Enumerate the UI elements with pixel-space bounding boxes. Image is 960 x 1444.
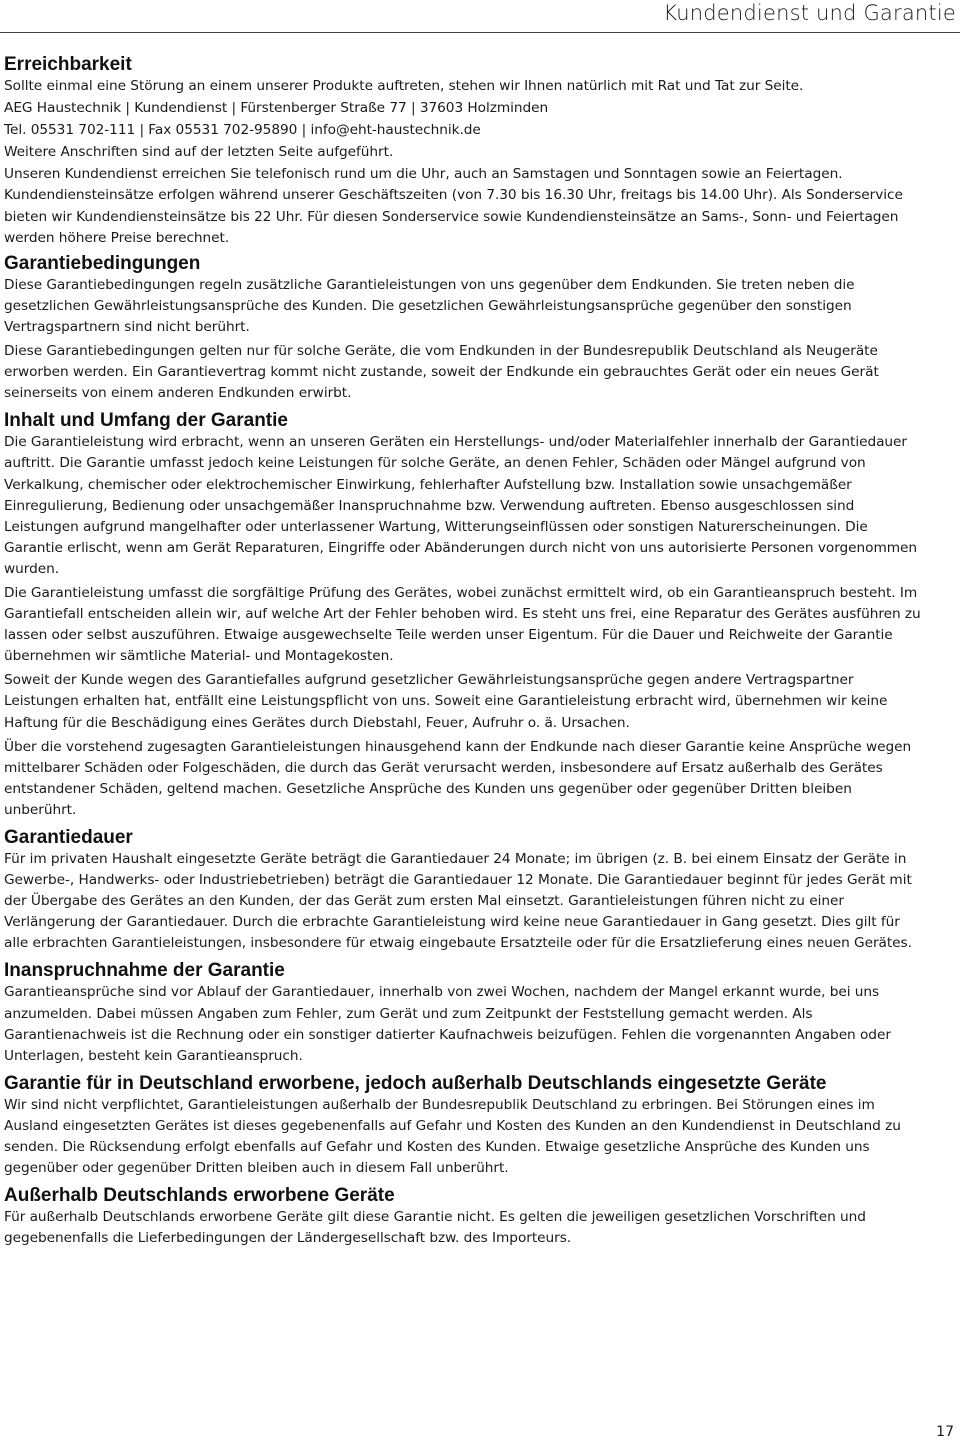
section-inanspruchnahme bbox=[4, 960, 924, 1066]
paragraph: Über die vorstehend zugesagten Garantieleistungen hinausgehend kann der Endkunde nach dieser Garantie keine Ansprüche wegen mittelbarer Schäden oder Folgeschäden, die durch das Gerät verursacht werden, insbesondere auf Ersatz außerhalb des Gerätes entstandener Schäden, geltend machen. Gesetzliche Ansprüche des Kunden uns gegenüber oder gegenüber Dritten bleiben unberührt. bbox=[4, 738, 912, 818]
header-divider bbox=[0, 32, 960, 33]
section-heading: Inhalt und Umfang der Garantie bbox=[4, 410, 288, 432]
section-heading: Außerhalb Deutschlands erworbene Geräte bbox=[4, 1185, 395, 1207]
section-heading: Garantie für in Deutschland erworbene, jedoch außerhalb Deutschlands eingesetzte Geräte bbox=[4, 1072, 827, 1094]
section-heading: Inanspruchnahme der Garantie bbox=[4, 960, 285, 982]
paragraph: Weitere Anschriften sind auf der letzten Seite aufgeführt. bbox=[4, 144, 394, 161]
paragraph: Die Garantieleistung wird erbracht, wenn an unseren Geräten ein Herstellungs- und/oder Materialfehler innerhalb der Garantiedauer auftritt. Die Garantie umfasst jedoch keine Leistungen für solche Geräte, an denen Fehler, Schäden oder Mängel aufgrund von Verkalkung, chemischer oder elektrochemischer Einwirkung, fehlerhafter Aufstellung bzw. Installation sowie unsachgemäßer Einregulierung, Bedienung oder unsachgemäßer Inanspruchnahme bzw. Verwendung auftreten. Ebenso ausgeschlossen sind Leistungen aufgrund mangelhafter oder unterlassener Wartung, Witterungseinflüssen oder sonstigen Naturerscheinungen. Die Garantie erlischt, wenn am Gerät Reparaturen, Eingriffe oder Abänderungen durch nicht von uns autorisierte Personen vorgenommen wurden. bbox=[4, 434, 918, 577]
address-line: AEG Haustechnik | Kundendienst | Fürstenberger Straße 77 | 37603 Holzminden bbox=[4, 100, 549, 117]
paragraph: Die Garantieleistung umfasst die sorgfältige Prüfung des Gerätes, wobei zunächst ermittelt wird, ob ein Garantieanspruch besteht. Im Garantiefall entscheiden allein wir, auf welche Art der Fehler behoben wird. Es steht uns frei, eine Reparatur des Gerätes ausführen zu lassen oder selbst auszuführen. Etwaige ausgewechselte Teile werden unser Eigentum. Für die Dauer und Reichweite der Garantie übernehmen wir sämtliche Material- und Montagekosten. bbox=[4, 584, 921, 665]
section-heading: Garantiebedingungen bbox=[4, 252, 201, 274]
paragraph: Für im privaten Haushalt eingesetzte Geräte beträgt die Garantiedauer 24 Monate; im übrigen (z. B. bei einem Einsatz der Geräte in Gewerbe-, Handwerks- oder Industriebetrieben) beträgt die Garantiedauer 12 Monate. Die Garantiedauer beginnt für jedes Gerät mit der Übergabe des Gerätes an den Kunden, der das Gerät zum ersten Mal einsetzt. Garantieleistungen führen nicht zu einer Verlängerung der Garantiedauer. Durch die erbrachte Garantieleistung wird keine neue Garantiedauer in Gang gesetzt. Dies gilt für alle erbrachten Garantieleistungen, insbesondere für etwaig eingebaute Ersatzteile oder für die Ersatzlieferung eines neuen Gerätes. bbox=[4, 851, 912, 952]
paragraph: Diese Garantiebedingungen regeln zusätzliche Garantieleistungen von uns gegenüber dem Endkunden. Sie treten neben die gesetzlichen Gewährleistungsansprüche des Kunden. Die gesetzlichen Gewährleistungsansprüche gegenüber den sonstigen Vertragspartnern sind nicht berührt. bbox=[4, 276, 855, 335]
section-heading: Erreichbarkeit bbox=[4, 54, 132, 75]
section-ausland-erworben bbox=[4, 1185, 924, 1249]
section-garantiebedingungen bbox=[4, 253, 924, 405]
paragraph: Unseren Kundendienst erreichen Sie telefonisch rund um die Uhr, auch an Samstagen und Sonntagen sowie an Feiertagen. Kundendiensteinsätze erfolgen während unserer Geschäftszeiten (von 7.30 bis 16.30 Uhr, freitags bis 14.00 Uhr). Als Sonderservice bieten wir Kundendiensteinsätze bis 22 Uhr. Für diesen Sonderservice sowie Kundendiensteinsätze an Sams-, Sonn- und Feiertagen werden höhere Preise berechnet. bbox=[4, 166, 903, 246]
paragraph: Sollte einmal eine Störung an einem unserer Produkte auftreten, stehen wir Ihnen natürlich mit Rat und Tat zur Seite. bbox=[4, 78, 804, 94]
paragraph: Für außerhalb Deutschlands erworbene Geräte gilt diese Garantie nicht. Es gelten die jeweiligen gesetzlichen Vorschriften und gegebenenfalls die Lieferbedingungen der Ländergesellschaft bzw. des Importeurs. bbox=[4, 1209, 866, 1247]
paragraph: Garantieansprüche sind vor Ablauf der Garantiedauer, innerhalb von zwei Wochen, nachdem der Mangel erkannt wurde, bei uns anzumelden. Dabei müssen Angaben zum Fehler, zum Gerät und zum Zeitpunkt der Feststellung gemacht werden. Als Garantienachweis ist die Rechnung oder ein sonstiger datierter Kaufnachweis beizufügen. Fehlen die vorgenannten Angaben oder Unterlagen, besteht kein Garantieanspruch. bbox=[4, 984, 891, 1064]
paragraph: Wir sind nicht verpflichtet, Garantieleistungen außerhalb der Bundesrepublik Deutschland zu erbringen. Bei Störungen eines im Ausland eingesetzten Gerätes ist dieses gegebenenfalls auf Gefahr und Kosten des Kunden an den Kundendienst in Deutschland zu senden. Die Rücksendung erfolgt ebenfalls auf Gefahr und Kosten des Kunden. Etwaige gesetzliche Ansprüche des Kunden uns gegenüber oder gegenüber Dritten bleiben auch in diesem Fall unberührt. bbox=[4, 1096, 901, 1177]
section-heading: Garantiedauer bbox=[4, 827, 133, 848]
section-garantiedauer bbox=[4, 827, 924, 954]
paragraph: Soweit der Kunde wegen des Garantiefalles aufgrund gesetzlicher Gewährleistungsansprüche gegen andere Vertragspartner Leistungen erhalten hat, entfällt eine Leistungspflicht von uns. Soweit eine Garantieleistung erbracht wird, übernehmen wir keine Haftung für die Beschädigung eines Gerätes durch Diebstahl, Feuer, Aufruhr o. ä. Ursachen. bbox=[4, 672, 888, 731]
document-body bbox=[4, 54, 924, 1252]
page-header-title: Kundendienst und Garantie bbox=[663, 1, 956, 25]
section-ausland-eingesetzt bbox=[4, 1073, 924, 1179]
section-erreichbarkeit bbox=[4, 54, 924, 249]
contact-line: Tel. 05531 702-111 | Fax 05531 702-95890 | info@eht-haustechnik.de bbox=[4, 122, 481, 139]
section-inhalt-umfang bbox=[4, 410, 924, 821]
paragraph: Diese Garantiebedingungen gelten nur für solche Geräte, die vom Endkunden in der Bundesrepublik Deutschland als Neugeräte erworben werden. Ein Garantievertrag kommt nicht zustande, soweit der Endkunde ein gebrauchtes Gerät oder ein neues Gerät seinerseits von einem anderen Endkunden erwirbt. bbox=[4, 343, 879, 402]
page-number: 17 bbox=[936, 1424, 954, 1440]
